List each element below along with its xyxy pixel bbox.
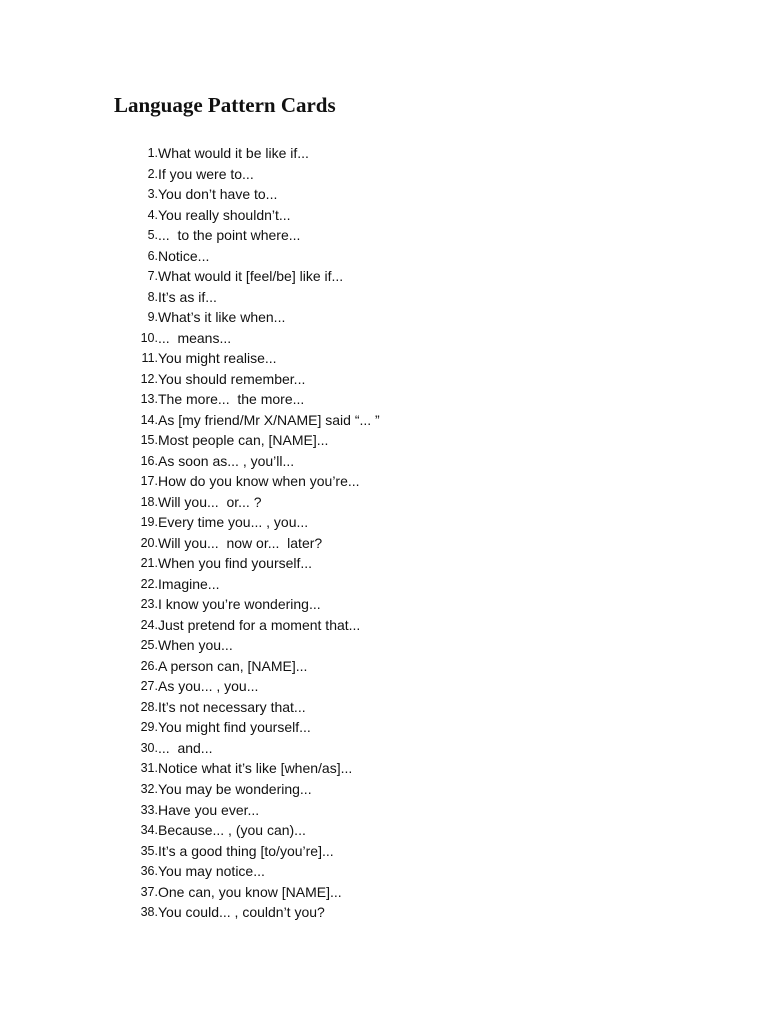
list-item-text: If you were to... [158, 165, 254, 182]
list-item-number: 37. [140, 884, 158, 899]
list-item [130, 430, 380, 451]
list-item-number: 17. [140, 474, 158, 489]
list-item-number: 16. [140, 453, 158, 468]
list-item-number: 28. [140, 699, 158, 714]
list-item-text: Because... , (you can)... [158, 822, 306, 839]
list-item-number: 36. [140, 864, 158, 879]
list-item [130, 861, 380, 882]
list-item-number: 21. [140, 556, 158, 571]
list-item-number: 7. [147, 269, 158, 284]
list-item-number: 15. [140, 433, 158, 448]
list-item [130, 738, 380, 759]
list-item [130, 225, 380, 246]
list-item-number: 8. [147, 289, 158, 304]
list-item [130, 779, 380, 800]
list-item-number: 4. [147, 207, 158, 222]
list-item [130, 553, 380, 574]
list-item-number: 2. [147, 166, 158, 181]
list-item [130, 615, 380, 636]
list-item-number: 34. [140, 823, 158, 838]
list-item-number: 27. [140, 679, 158, 694]
list-item-text: One can, you know [NAME]... [158, 883, 342, 900]
pattern-list [130, 143, 380, 923]
list-item [130, 841, 380, 862]
list-item [130, 717, 380, 738]
list-item-text: Will you... or... ? [158, 493, 262, 510]
list-item-number: 18. [140, 494, 158, 509]
list-item-text: When you... [158, 637, 233, 654]
list-item [130, 594, 380, 615]
list-item-number: 12. [140, 371, 158, 386]
list-item-text: What’s it like when... [158, 309, 286, 326]
list-item-text: A person can, [NAME]... [158, 657, 308, 674]
list-item [130, 471, 380, 492]
list-item [130, 287, 380, 308]
list-item [130, 512, 380, 533]
list-item [130, 266, 380, 287]
list-item [130, 882, 380, 903]
list-item-text: Notice... [158, 247, 210, 264]
list-item-number: 6. [147, 248, 158, 263]
list-item-text: What would it [feel/be] like if... [158, 268, 344, 285]
list-item-number: 9. [147, 310, 158, 325]
list-item [130, 369, 380, 390]
list-item [130, 635, 380, 656]
list-item [130, 410, 380, 431]
list-item-number: 25. [140, 638, 158, 653]
list-item-text: Imagine... [158, 575, 220, 592]
list-item-text: Notice what it’s like [when/as]... [158, 760, 353, 777]
list-item-text: You could... , couldn’t you? [158, 904, 325, 921]
list-item-text: ... and... [158, 739, 213, 756]
list-item-number: 1. [147, 146, 158, 160]
list-item-text: Most people can, [NAME]... [158, 432, 329, 449]
list-item [130, 246, 380, 267]
list-item-number: 23. [140, 597, 158, 612]
list-item-number: 30. [140, 740, 158, 755]
list-item-number: 3. [147, 187, 158, 202]
list-item-number: 35. [140, 843, 158, 858]
list-item-number: 31. [140, 761, 158, 776]
list-item [130, 205, 380, 226]
list-item [130, 676, 380, 697]
list-item [130, 328, 380, 349]
list-item-number: 13. [140, 392, 158, 407]
list-item-text: When you find yourself... [158, 555, 313, 572]
list-item [130, 451, 380, 472]
list-item [130, 820, 380, 841]
list-item-text: It’s as if... [158, 288, 217, 305]
list-item [130, 184, 380, 205]
list-item-text: It’s a good thing [to/you’re]... [158, 842, 334, 859]
list-item-text: As soon as... , you’ll... [158, 452, 295, 469]
list-item [130, 574, 380, 595]
list-item-text: You might realise... [158, 350, 277, 367]
list-item [130, 697, 380, 718]
list-item-number: 22. [140, 576, 158, 591]
list-item-text: Have you ever... [158, 801, 260, 818]
list-item-text: What would it be like if... [158, 145, 309, 161]
list-item-number: 29. [140, 720, 158, 735]
list-item-text: The more... the more... [158, 391, 305, 408]
list-item [130, 533, 380, 554]
list-item-text: How do you know when you’re... [158, 473, 360, 490]
list-item-text: You don’t have to... [158, 186, 278, 203]
list-item-text: Will you... now or... later? [158, 534, 323, 551]
list-item-number: 10. [140, 330, 158, 345]
list-item [130, 389, 380, 410]
list-item [130, 307, 380, 328]
list-item-number: 32. [140, 781, 158, 796]
list-item-text: Every time you... , you... [158, 514, 309, 531]
list-item-text: It’s not necessary that... [158, 698, 306, 715]
list-item [130, 164, 380, 185]
list-item [130, 902, 380, 923]
list-item-number: 33. [140, 802, 158, 817]
list-item [130, 656, 380, 677]
list-item-number: 24. [140, 617, 158, 632]
list-item-text: ... to the point where... [158, 227, 301, 244]
list-item-number: 38. [140, 905, 158, 920]
list-item-number: 5. [147, 228, 158, 243]
list-item [130, 143, 380, 164]
list-item-text: As [my friend/Mr X/NAME] said “... ” [158, 411, 380, 428]
list-item [130, 348, 380, 369]
list-item-text: As you... , you... [158, 678, 259, 695]
list-item-text: ... means... [158, 329, 232, 346]
list-item-text: You might find yourself... [158, 719, 311, 736]
list-item [130, 758, 380, 779]
list-item-text: Just pretend for a moment that... [158, 616, 361, 633]
list-item-text: You should remember... [158, 370, 306, 387]
list-item-text: You may be wondering... [158, 780, 312, 797]
list-item-text: I know you’re wondering... [158, 596, 321, 613]
list-item-text: You really shouldn’t... [158, 206, 291, 223]
list-item-number: 11. [141, 351, 158, 366]
page-title: Language Pattern Cards [114, 93, 336, 117]
list-item-number: 26. [140, 658, 158, 673]
list-item-text: You may notice... [158, 863, 265, 880]
list-item-number: 20. [140, 535, 158, 550]
list-item-number: 14. [140, 412, 158, 427]
list-item [130, 800, 380, 821]
list-item-number: 19. [140, 515, 158, 530]
list-item [130, 492, 380, 513]
